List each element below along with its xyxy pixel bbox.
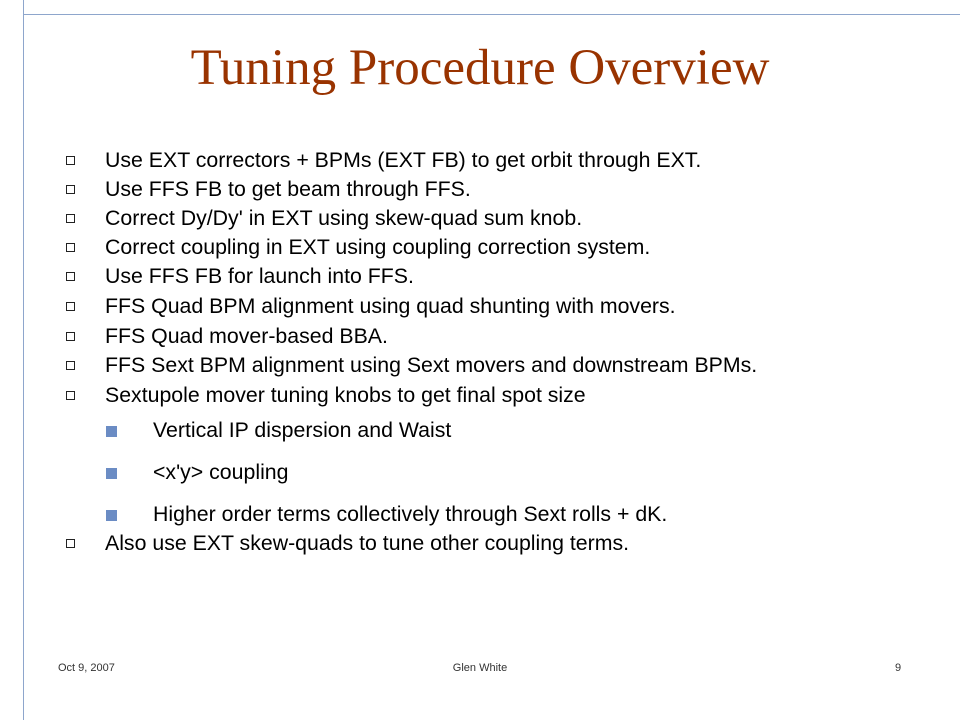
bullet-text: Also use EXT skew-quads to tune other coupling terms. [105, 531, 630, 555]
sub-bullet-text: Higher order terms collectively through Sext rolls + dK. [153, 502, 668, 526]
bullet-text: Use FFS FB for launch into FFS. [105, 264, 414, 288]
bullet-text: Correct coupling in EXT using coupling correction system. [105, 235, 651, 259]
square-bullet-icon [66, 539, 75, 548]
square-sub-bullet-icon [106, 468, 117, 479]
left-border-line [23, 0, 24, 720]
bullet-text: Use FFS FB to get beam through FFS. [105, 177, 471, 201]
square-bullet-icon [66, 302, 75, 311]
footer-date: Oct 9, 2007 [58, 662, 115, 674]
square-sub-bullet-icon [106, 426, 117, 437]
bullet-text: Correct Dy/Dy' in EXT using skew-quad sum knob. [105, 206, 583, 230]
bullet-item [105, 237, 650, 258]
sub-bullet-text: Vertical IP dispersion and Waist [153, 418, 452, 442]
square-bullet-icon [66, 361, 75, 370]
bullet-item [105, 150, 701, 171]
bullet-text: Sextupole mover tuning knobs to get final spot size [105, 383, 586, 407]
square-bullet-icon [66, 156, 75, 165]
bullet-text: FFS Quad BPM alignment using quad shunting with movers. [105, 294, 676, 318]
bullet-item [105, 179, 471, 200]
square-bullet-icon [66, 332, 75, 341]
square-bullet-icon [66, 214, 75, 223]
square-bullet-icon [66, 391, 75, 400]
bullet-item [105, 266, 414, 287]
bullet-item [105, 208, 582, 229]
footer-author: Glen White [452, 662, 508, 674]
bullet-text: FFS Quad mover-based BBA. [105, 324, 388, 348]
sub-bullet-item [153, 420, 451, 441]
sub-bullet-text: <x'y> coupling [153, 460, 289, 484]
slide-title: Tuning Procedure Overview [190, 40, 770, 96]
bullet-item [105, 355, 757, 376]
sub-bullet-item [153, 504, 667, 525]
bullet-item [105, 326, 388, 347]
square-sub-bullet-icon [106, 510, 117, 521]
bullet-text: FFS Sext BPM alignment using Sext movers and downstream BPMs. [105, 353, 758, 377]
top-border-line [23, 14, 960, 15]
square-bullet-icon [66, 272, 75, 281]
bullet-item [105, 533, 629, 554]
square-bullet-icon [66, 185, 75, 194]
sub-bullet-item [153, 462, 289, 483]
square-bullet-icon [66, 243, 75, 252]
bullet-text: Use EXT correctors + BPMs (EXT FB) to get orbit through EXT. [105, 148, 702, 172]
bullet-item [105, 385, 586, 406]
bullet-item [105, 296, 676, 317]
slide-number: 9 [895, 662, 902, 674]
